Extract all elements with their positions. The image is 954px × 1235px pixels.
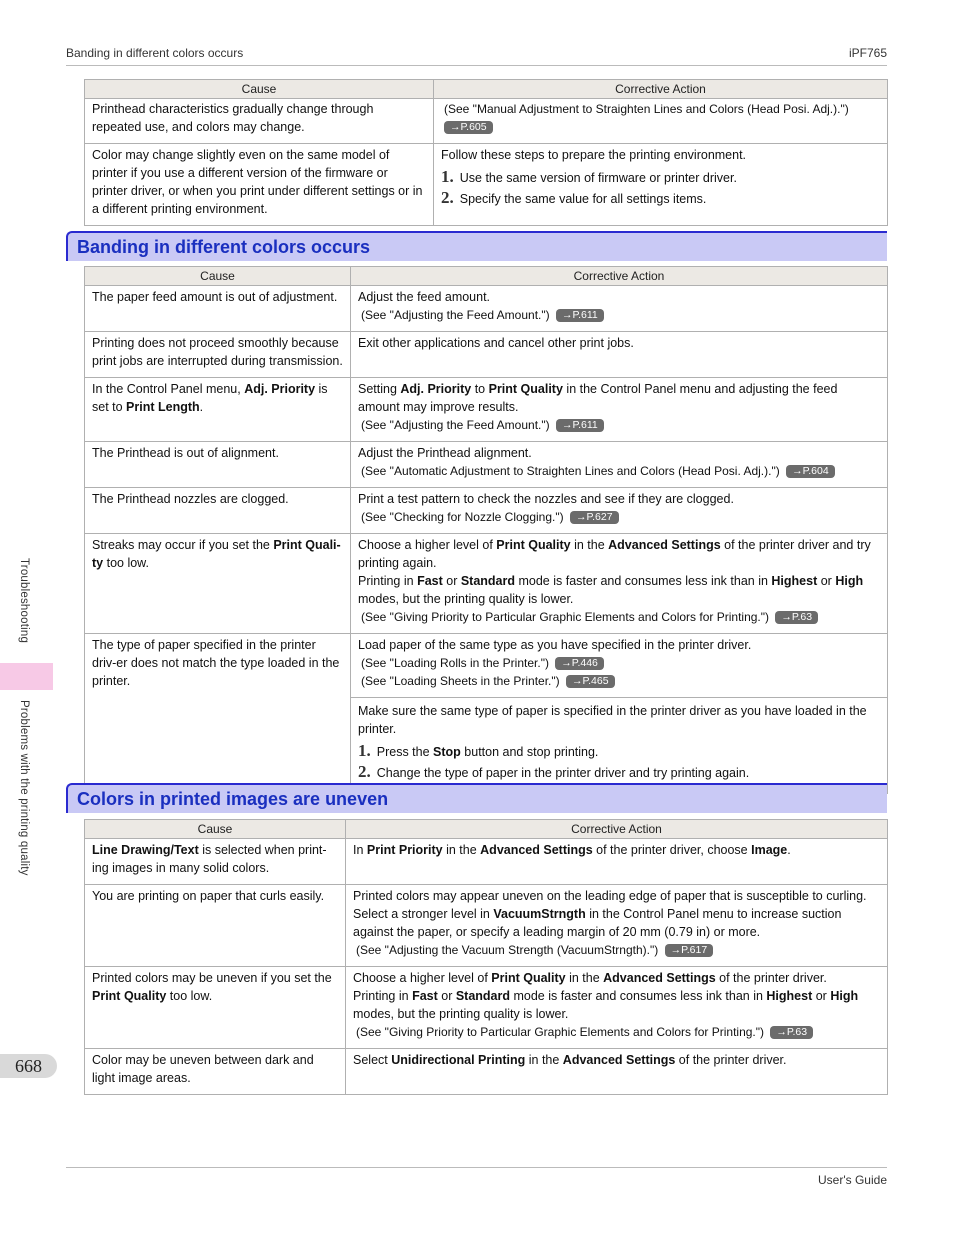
action-cell: Adjust the Printhead alignment. (See "Automatic Adjustment to Straighten Lines and Colors (Head Posi. Adj.).") →P.604 bbox=[351, 442, 888, 488]
see-reference: (See "Checking for Nozzle Clogging.") →P.627 bbox=[358, 508, 880, 526]
table-row bbox=[85, 378, 888, 442]
action-cell: Printed colors may appear uneven on the leading edge of paper that is susceptible to curling. Select a stronger level in VacuumStrngth in the Control Panel menu to increase suction against the paper, or specify a leading margin of 20 mm (0.79 in) or more. (See "Adjusting the Vacuum Strength (VacuumStrngth).") →P.617 bbox=[346, 885, 888, 967]
step-item: 2. Specify the same value for all settings items. bbox=[441, 188, 707, 207]
cause-cell: Printed colors may be uneven if you set the Print Quality too low. bbox=[85, 967, 346, 1049]
page-link[interactable]: →P.465 bbox=[566, 675, 615, 688]
see-reference: (See "Automatic Adjustment to Straighten Lines and Colors (Head Posi. Adj.).") →P.604 bbox=[358, 462, 880, 480]
page-link[interactable]: →P.604 bbox=[786, 465, 835, 478]
col-header-action: Corrective Action bbox=[434, 80, 888, 99]
action-intro: Follow these steps to prepare the printing environment. bbox=[441, 148, 747, 162]
action-cell: Print a test pattern to check the nozzles and see if they are clogged. (See "Checking for Nozzle Clogging.") →P.627 bbox=[351, 488, 888, 534]
footer-rule bbox=[66, 1167, 887, 1168]
see-reference: (See "Loading Rolls in the Printer.") →P.446 bbox=[358, 654, 880, 672]
page-link[interactable]: →P.605 bbox=[444, 121, 493, 134]
action-cell: Setting Adj. Priority to Print Quality in the Control Panel menu and adjusting the feed amount may improve results. (See "Adjusting the Feed Amount.") →P.611 bbox=[351, 378, 888, 442]
page-link[interactable]: →P.63 bbox=[775, 611, 818, 624]
table-row bbox=[85, 332, 888, 378]
page-link[interactable]: →P.446 bbox=[555, 657, 604, 670]
cause-cell: Color may change slightly even on the same model of printer if you use a different version of the firmware or printer driver, or when you print under different settings or in a different printing environment. bbox=[85, 144, 434, 226]
see-reference: (See "Adjusting the Feed Amount.") →P.611 bbox=[358, 416, 880, 434]
table-row bbox=[85, 839, 888, 885]
see-reference: (See "Manual Adjustment to Straighten Lines and Colors (Head Posi. Adj.).") bbox=[444, 102, 849, 116]
header-rule bbox=[66, 65, 887, 66]
table-row bbox=[85, 99, 888, 144]
running-header-section: Banding in different colors occurs bbox=[66, 46, 244, 60]
section-heading-uneven-colors: Colors in printed images are uneven bbox=[66, 783, 887, 813]
see-reference: (See "Loading Sheets in the Printer.") →P.465 bbox=[358, 672, 880, 690]
page-link[interactable]: →P.611 bbox=[556, 309, 604, 322]
cause-cell: The Printhead nozzles are clogged. bbox=[85, 488, 351, 534]
table-row bbox=[85, 488, 888, 534]
banding-table bbox=[84, 266, 888, 794]
cause-cell: The paper feed amount is out of adjustment. bbox=[85, 286, 351, 332]
cause-cell: Color may be uneven between dark and light image areas. bbox=[85, 1049, 346, 1095]
page-link[interactable]: →P.627 bbox=[570, 511, 619, 524]
cause-cell: Printing does not proceed smoothly because print jobs are interrupted during transmission. bbox=[85, 332, 351, 378]
page-link[interactable]: →P.617 bbox=[665, 944, 714, 957]
action-cell bbox=[434, 99, 888, 144]
action-cell: Make sure the same type of paper is specified in the printer driver as you have loaded in the printer. 1. Press the Stop button and stop printing. 2. Change the type of paper in the printer driver and try printing again. bbox=[351, 698, 888, 794]
action-cell: In Print Priority in the Advanced Settings of the printer driver, choose Image. bbox=[346, 839, 888, 885]
page-number: 668 bbox=[0, 1054, 57, 1078]
table-row bbox=[85, 634, 888, 698]
see-reference: (See "Adjusting the Feed Amount.") →P.611 bbox=[358, 306, 880, 324]
cause-cell: Line Drawing/Text is selected when print-ing images in many solid colors. bbox=[85, 839, 346, 885]
col-header-cause: Cause bbox=[85, 820, 346, 839]
table-row bbox=[85, 967, 888, 1049]
action-cell: Load paper of the same type as you have specified in the printer driver. (See "Loading Rolls in the Printer.") →P.446 (See "Loading Sheets in the Printer.") →P.465 bbox=[351, 634, 888, 698]
col-header-action: Corrective Action bbox=[351, 267, 888, 286]
cause-cell: The Printhead is out of alignment. bbox=[85, 442, 351, 488]
table-row bbox=[85, 534, 888, 634]
see-reference: (See "Giving Priority to Particular Graphic Elements and Colors for Printing.") →P.63 bbox=[358, 608, 880, 626]
col-header-cause: Cause bbox=[85, 267, 351, 286]
see-reference: (See "Adjusting the Vacuum Strength (VacuumStrngth).") →P.617 bbox=[353, 941, 880, 959]
action-cell: Adjust the feed amount. (See "Adjusting the Feed Amount.") →P.611 bbox=[351, 286, 888, 332]
cause-cell: In the Control Panel menu, Adj. Priority is set to Print Length. bbox=[85, 378, 351, 442]
page-link[interactable]: →P.611 bbox=[556, 419, 604, 432]
see-reference: (See "Giving Priority to Particular Graphic Elements and Colors for Printing.") →P.63 bbox=[353, 1023, 880, 1041]
side-chapter-tab bbox=[0, 663, 53, 690]
table-row bbox=[85, 885, 888, 967]
col-header-action: Corrective Action bbox=[346, 820, 888, 839]
action-cell: Choose a higher level of Print Quality in the Advanced Settings of the printer driver and try printing again. Printing in Fast or Standard mode is faster and consumes less ink than in Highest or High modes, but the printing quality is lower. (See "Giving Priority to Particular Graphic Elements and Colors for Printing.") →P.63 bbox=[351, 534, 888, 634]
step-item: 1. Use the same version of firmware or printer driver. bbox=[441, 167, 737, 186]
table-row bbox=[85, 442, 888, 488]
step-item: 2. Change the type of paper in the printer driver and try printing again. bbox=[358, 762, 750, 781]
cause-cell: Printhead characteristics gradually change through repeated use, and colors may change. bbox=[85, 99, 434, 144]
page-link[interactable]: →P.63 bbox=[770, 1026, 813, 1039]
side-chapter-label[interactable]: Troubleshooting bbox=[18, 558, 30, 644]
table-row bbox=[85, 286, 888, 332]
running-header-model: iPF765 bbox=[848, 46, 887, 60]
uneven-colors-table bbox=[84, 819, 888, 1095]
section-heading-banding: Banding in different colors occurs bbox=[66, 231, 887, 261]
action-cell bbox=[434, 144, 888, 226]
action-cell: Exit other applications and cancel other print jobs. bbox=[351, 332, 888, 378]
action-cell: Choose a higher level of Print Quality in the Advanced Settings of the printer driver. Printing in Fast or Standard mode is faster and consumes less ink than in Highest or High modes, but the printing quality is lower. (See "Giving Priority to Particular Graphic Elements and Colors for Printing.") →P.63 bbox=[346, 967, 888, 1049]
table-row bbox=[85, 144, 888, 226]
action-cell: Select Unidirectional Printing in the Advanced Settings of the printer driver. bbox=[346, 1049, 888, 1095]
table-row bbox=[85, 1049, 888, 1095]
running-footer-guide: User's Guide bbox=[818, 1173, 887, 1187]
continued-table bbox=[84, 79, 888, 226]
col-header-cause: Cause bbox=[85, 80, 434, 99]
cause-cell: Streaks may occur if you set the Print Quali-ty too low. bbox=[85, 534, 351, 634]
cause-cell: The type of paper specified in the printer driv-er does not match the type loaded in the printer. bbox=[85, 634, 351, 794]
side-topic-label[interactable]: Problems with the printing quality bbox=[18, 700, 30, 876]
cause-cell: You are printing on paper that curls easily. bbox=[85, 885, 346, 967]
step-item: 1. Press the Stop button and stop printing. bbox=[358, 741, 599, 760]
